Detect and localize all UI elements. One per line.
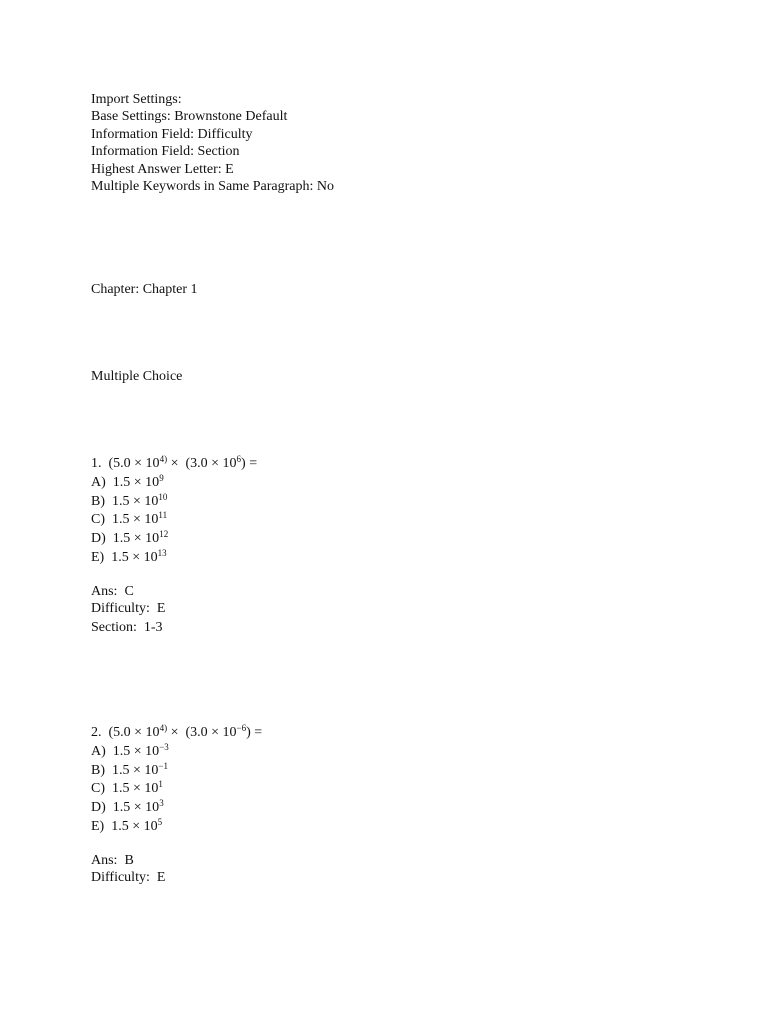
difficulty-label: Difficulty: E: [91, 870, 166, 886]
chapter-text: Chapter: Chapter 1: [91, 282, 198, 297]
difficulty-label: Difficulty: E: [91, 601, 166, 617]
chapter-heading: [91, 281, 728, 298]
answer-choice: A) $1.5 \times 10^{-3}$: [91, 741, 169, 759]
answer-choice: B) $1.5 \times 10^{10}$: [91, 491, 168, 509]
info-field-difficulty-line: Information Field: Difficulty: [91, 126, 253, 142]
multiple-keywords-line: Multiple Keywords in Same Paragraph: No: [91, 178, 335, 194]
question-2-stem: 2. ($5.0 \times 10^{4)} \times (3.0 \times 10^{-6})$ =: [91, 723, 263, 740]
spacer: [91, 837, 728, 852]
answer-choice: B) $1.5 \times 10^{-1}$: [91, 760, 168, 778]
answer-choice: A) $1.5 \times 10^9$: [91, 472, 164, 490]
base-settings-line: Base Settings: Brownstone Default: [91, 109, 288, 125]
answer-choice: D) $1.5 \times 10^{12}$: [91, 529, 169, 547]
answer-choice: E) $1.5 \times 10^5$: [91, 816, 163, 834]
question-1-stem: 1. ($5.0 \times 10^{4)} \times (3.0 \times 10^6)$ =: [91, 454, 258, 471]
question-number: 2.: [91, 725, 102, 740]
spacer: [91, 568, 728, 583]
question-number: 1.: [91, 456, 102, 471]
question-1: [91, 455, 728, 638]
answer-choice: D) $1.5 \times 10^3$: [91, 798, 164, 816]
question-2: [91, 724, 728, 888]
import-settings: [91, 91, 728, 195]
answer-choice: C) $1.5 \times 10^1$: [91, 779, 163, 797]
answer-key: Ans: C: [91, 583, 134, 599]
highest-answer-letter-line: Highest Answer Letter: E: [91, 161, 234, 177]
answer-choice: E) $1.5 \times 10^{13}$: [91, 547, 167, 565]
answer-key: Ans: B: [91, 852, 134, 868]
section-label: Section: 1-3: [91, 619, 163, 635]
info-field-section-line: Information Field: Section: [91, 144, 240, 160]
question-type-text: Multiple Choice: [91, 369, 183, 384]
question-type-heading: [91, 368, 728, 385]
import-settings-heading: Import Settings:: [91, 92, 182, 107]
answer-choice: C) $1.5 \times 10^{11}$: [91, 510, 168, 528]
